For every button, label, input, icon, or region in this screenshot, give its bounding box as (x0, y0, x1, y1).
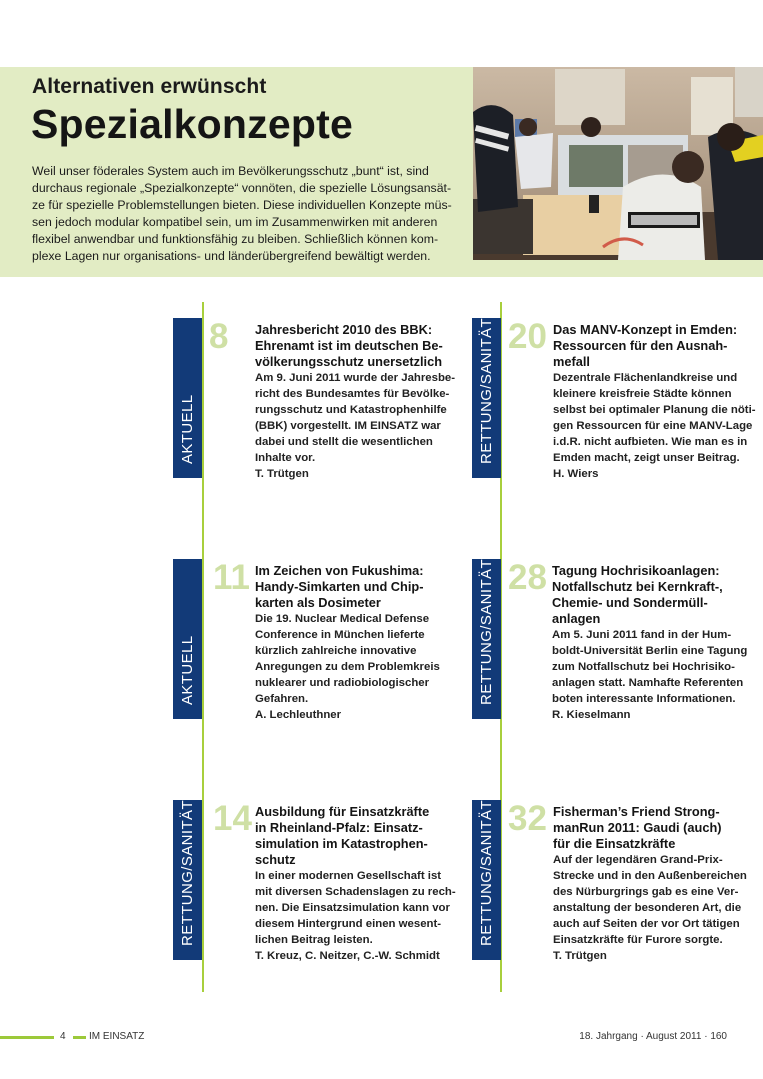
entry-author: T. Trütgen (553, 950, 607, 962)
page-number: 8 (209, 317, 229, 356)
section-tab-rettung-sanitaet (472, 800, 501, 960)
entry-summary: Auf der legendären Grand-Prix- Strecke und in den Außenbereichen des Nürburgrings gab es eine Ver- anstaltung der besonderen Art, die auch auf Seiten der vor Ort tätigen Einsatzkräfte für Furore sorgte. (553, 854, 747, 946)
entry-title[interactable]: Tagung Hochrisikoanlagen: Notfallschutz bei Kernkraft-, Chemie- und Sondermüll- anlagen Am 5. Juni 2011 fand in der Hum- boldt-Universität Berlin eine Tagung zum Notfallschutz bei Hochrisiko- anlagen statt. Namhafte Referenten boten interessante Informationen. R. Kieselmann (552, 563, 748, 721)
page-title: Spezialkonzepte (31, 101, 353, 147)
section-label: RETTUNG/SANITÄT (477, 800, 495, 946)
hero-intro (32, 163, 452, 265)
entry-author: T. Trütgen (255, 468, 309, 480)
page-number: 14 (213, 799, 252, 838)
entry-author: R. Kieselmann (552, 709, 631, 721)
intro-line: ze für spezielle Problemstellungen bieten. Diese individuellen Konzepte müs- (32, 198, 452, 212)
entry-title[interactable]: Jahresbericht 2010 des BBK: Ehrenamt ist im deutschen Be- völkerungsschutz unersetzlich Am 9. Juni 2011 wurde der Jahresbe- richt des Bundesamtes für Bevölke- rungsschutz und Katastrophenhilfe (BBK) vorgestellt. IM EINSATZ war dabei und stellt die wesentlichen Inhalte vor. T. Trütgen (255, 322, 456, 480)
intro-line: flexibel anwendbar und funktionsfähig zu bleiben. Schließlich können kom- (32, 232, 439, 246)
page-number: 28 (508, 558, 547, 597)
entry-author: H. Wiers (553, 468, 599, 480)
intro-line: durchaus regionale „Spezialkonzepte“ vonnöten, die spezielle Lösungsansät- (32, 181, 452, 195)
section-label: RETTUNG/SANITÄT (477, 559, 495, 705)
footer-accent-bar-short (73, 1036, 86, 1039)
entry-summary: Dezentrale Flächenlandkreise und kleinere kreisfreie Städte können selbst bei optimaler Planung die nöti- gen Ressourcen für eine MANV-Lage i.d.R. nicht aufbieten. Wie man es in Emden macht, zeigt unser Beitrag. (553, 372, 756, 464)
section-tab-rettung-sanitaet (472, 559, 501, 719)
entry-summary: Am 5. Juni 2011 fand in der Hum- boldt-Universität Berlin eine Tagung zum Notfallschutz bei Hochrisiko- anlagen statt. Namhafte Referenten boten interessante Informationen. (552, 629, 748, 705)
section-label: AKTUELL (178, 635, 196, 705)
entry-title[interactable]: Ausbildung für Einsatzkräfte in Rheinland-Pfalz: Einsatz- simulation im Katastrophen- schutz In einer modernen Gesellschaft ist mit diversen Schadenslagen zu rech- nen. Die Einsatzsimulation kann vor diesem Hintergrund einen wesent- lichen Beitrag leisten. T. Kreuz, C. Neitzer, C.-W. Schmidt (255, 804, 456, 962)
page-number: 11 (213, 558, 250, 597)
page-number: 32 (508, 799, 547, 838)
entry-author: T. Kreuz, C. Neitzer, C.-W. Schmidt (255, 950, 440, 962)
column-rule-left (202, 302, 204, 992)
intro-line: sen jedoch modular kompatibel sein, um im Zusammenwirken mit anderen (32, 215, 438, 229)
entry-summary: Am 9. Juni 2011 wurde der Jahresbe- richt des Bundesamtes für Bevölke- rungsschutz und Katastrophenhilfe (BBK) vorgestellt. IM EINSATZ war dabei und stellt die wesentlichen Inhalte vor. (255, 372, 456, 464)
section-tab-rettung-sanitaet (173, 800, 202, 960)
hero-photo (473, 67, 763, 260)
entry-title[interactable]: Im Zeichen von Fukushima: Handy-Simkarten und Chip- karten als Dosimeter Die 19. Nuclear Medical Defense Conference in München lieferte kürzlich zahlreiche innovative Anregungen zu dem Problemkreis nuklearer und radiobiologischer Gefahren. A. Lechleuthner (255, 563, 440, 721)
entry-title[interactable]: Das MANV-Konzept in Emden: Ressourcen für den Ausnah- mefall Dezentrale Flächenlandkreise und kleinere kreisfreie Städte können selbst bei optimaler Planung die nöti- gen Ressourcen für eine MANV-Lage i.d.R. nicht aufbieten. Wie man es in Emden macht, zeigt unser Beitrag. H. Wiers (553, 322, 756, 480)
section-label: RETTUNG/SANITÄT (178, 800, 196, 946)
footer-page-number: 4 (60, 1031, 66, 1042)
footer-issue-info: 18. Jahrgang · August 2011 · 160 (579, 1031, 727, 1042)
section-tab-rettung-sanitaet (472, 318, 501, 478)
control-room-photo-icon (473, 67, 763, 260)
section-tab-aktuell (173, 318, 202, 478)
section-label: RETTUNG/SANITÄT (477, 318, 495, 464)
footer-magazine-name: IM EINSATZ (89, 1031, 145, 1042)
hero-section (0, 67, 763, 277)
intro-line: Weil unser föderales System auch im Bevölkerungsschutz „bunt“ ist, sind (32, 164, 429, 178)
section-label: AKTUELL (178, 394, 196, 464)
entry-summary: In einer modernen Gesellschaft ist mit diversen Schadenslagen zu rech- nen. Die Einsatzsimulation kann vor diesem Hintergrund einen wesent- lichen Beitrag leisten. (255, 870, 456, 946)
section-tab-aktuell (173, 559, 202, 719)
entry-author: A. Lechleuthner (255, 709, 342, 721)
entry-title[interactable]: Fisherman’s Friend Strong- manRun 2011: Gaudi (auch) für die Einsatzkräfte Auf der legendären Grand-Prix- Strecke und in den Außenbereichen des Nürburgrings gab es eine Ver- anstaltung der besonderen Art, die auch auf Seiten der vor Ort tätigen Einsatzkräfte für Furore sorgte. T. Trütgen (553, 804, 747, 962)
intro-line: plexe Lagen nur organisations- und länderübergreifend bewältigt werden. (32, 249, 431, 263)
footer-accent-bar (0, 1036, 54, 1039)
entry-summary: Die 19. Nuclear Medical Defense Conference in München lieferte kürzlich zahlreiche innovative Anregungen zu dem Problemkreis nuklearer und radiobiologischer Gefahren. (255, 613, 440, 705)
page-number: 20 (508, 317, 547, 356)
hero-kicker: Alternativen erwünscht (32, 75, 267, 98)
